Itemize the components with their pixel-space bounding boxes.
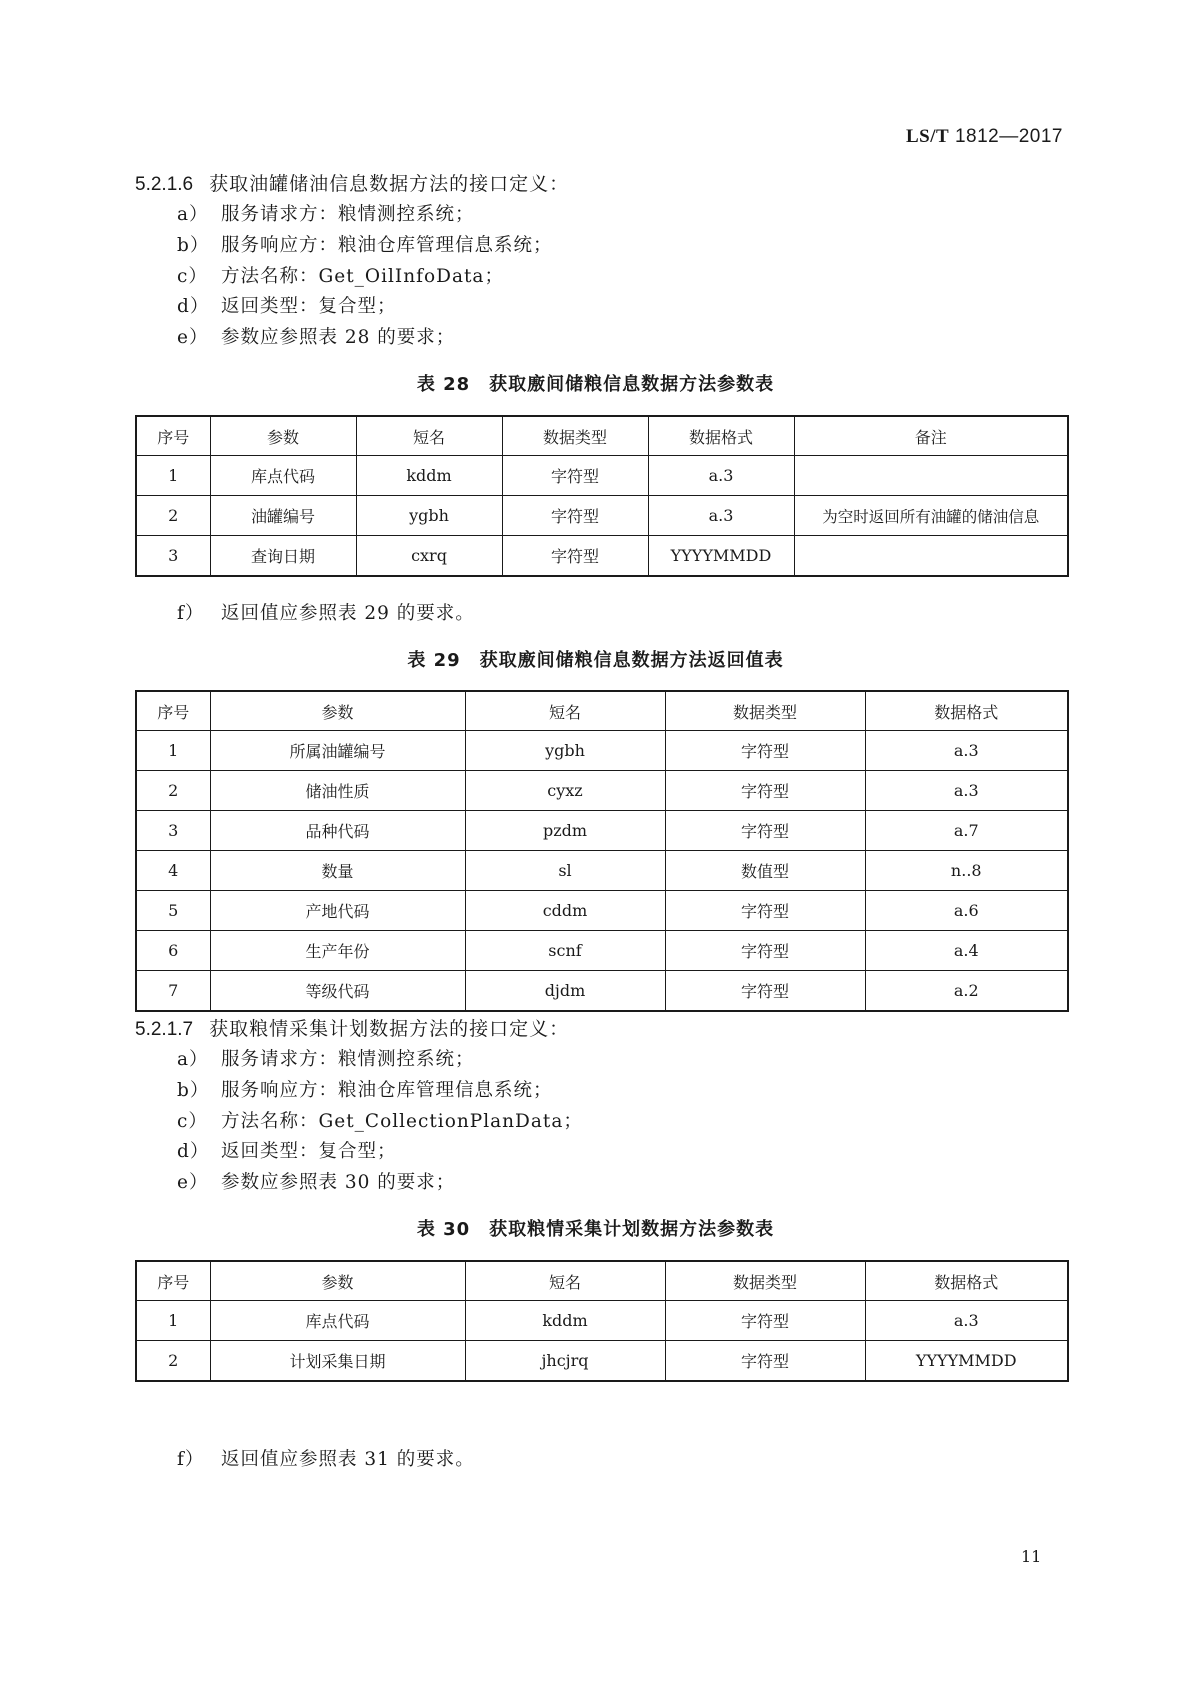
- table-row: [136, 891, 1068, 931]
- column-header: 数据类型: [502, 416, 648, 456]
- table-cell: 3: [136, 811, 210, 851]
- list-text: 服务请求方：粮情测控系统；: [221, 204, 475, 225]
- list-item: [177, 1168, 455, 1194]
- table-cell: a.3: [865, 771, 1068, 811]
- table-row: [136, 771, 1068, 811]
- table-cell: sl: [465, 851, 665, 891]
- table-cell: a.7: [865, 811, 1068, 851]
- table-cell: cxrq: [356, 536, 502, 577]
- table-cell: 查询日期: [210, 536, 356, 577]
- table-cell: djdm: [465, 971, 665, 1012]
- list-item: [177, 1045, 475, 1071]
- list-item: [177, 1107, 583, 1133]
- list-text: 返回值应参照表 29 的要求。: [221, 603, 475, 624]
- list-text: 服务响应方：粮油仓库管理信息系统；: [221, 1080, 553, 1101]
- table-cell: 数值型: [665, 851, 865, 891]
- table-cell: 1: [136, 456, 210, 496]
- table-cell: 等级代码: [210, 971, 465, 1012]
- table-cell: 储油性质: [210, 771, 465, 811]
- table-header-row: [136, 1261, 1068, 1301]
- list-text: 参数应参照表 28 的要求；: [221, 327, 456, 348]
- column-header: 数据格式: [648, 416, 794, 456]
- table-cell: kddm: [356, 456, 502, 496]
- table-cell: 7: [136, 971, 210, 1012]
- table-28: [135, 415, 1069, 577]
- table-cell: scnf: [465, 931, 665, 971]
- clause-heading: [135, 169, 569, 196]
- table-cell: [794, 536, 1068, 577]
- table-cell: [794, 456, 1068, 496]
- table-row: [136, 456, 1068, 496]
- table-cell: 库点代码: [210, 456, 356, 496]
- table-30: [135, 1260, 1069, 1382]
- table-cell: a.2: [865, 971, 1068, 1012]
- table-cell: 1: [136, 1301, 210, 1341]
- list-text: 方法名称：Get_CollectionPlanData；: [221, 1111, 583, 1132]
- column-header: 序号: [136, 691, 210, 731]
- table-cell: jhcjrq: [465, 1341, 665, 1382]
- standard-number: 1812—2017: [954, 126, 1063, 147]
- table-cell: ygbh: [356, 496, 502, 536]
- table-cell: 库点代码: [210, 1301, 465, 1341]
- table-cell: 字符型: [665, 771, 865, 811]
- table-cell: a.6: [865, 891, 1068, 931]
- page-number: 11: [1021, 1547, 1042, 1566]
- table-cell: a.3: [865, 1301, 1068, 1341]
- table-cell: YYYYMMDD: [648, 536, 794, 577]
- clause-title: 获取粮情采集计划数据方法的接口定义：: [209, 1018, 570, 1040]
- table-cell: YYYYMMDD: [865, 1341, 1068, 1382]
- list-marker: f）: [177, 1449, 205, 1470]
- table-cell: a.3: [648, 496, 794, 536]
- list-marker: e）: [177, 1172, 209, 1193]
- list-item: [177, 1445, 475, 1471]
- table-cell: pzdm: [465, 811, 665, 851]
- table-caption: 表 29 获取廒间储粮信息数据方法返回值表: [407, 650, 784, 671]
- list-marker: a）: [177, 1049, 209, 1070]
- table-cell: 字符型: [665, 1341, 865, 1382]
- table-cell: cyxz: [465, 771, 665, 811]
- list-item: [177, 262, 504, 288]
- table-cell: a.4: [865, 931, 1068, 971]
- column-header: 数据类型: [665, 691, 865, 731]
- table-row: [136, 971, 1068, 1012]
- table-header-row: [136, 416, 1068, 456]
- list-item: [177, 599, 475, 625]
- table-cell: 油罐编号: [210, 496, 356, 536]
- list-item: [177, 200, 475, 226]
- list-marker: d）: [177, 296, 210, 317]
- list-text: 返回类型：复合型；: [221, 296, 397, 317]
- list-item: [177, 231, 553, 257]
- table-cell: n..8: [865, 851, 1068, 891]
- table-cell: 6: [136, 931, 210, 971]
- column-header: 参数: [210, 691, 465, 731]
- column-header: 参数: [210, 416, 356, 456]
- list-text: 方法名称：Get_OilInfoData；: [221, 266, 504, 287]
- table-cell: 字符型: [665, 731, 865, 771]
- list-item: [177, 323, 455, 349]
- table-cell: ygbh: [465, 731, 665, 771]
- column-header: 短名: [465, 691, 665, 731]
- list-text: 返回值应参照表 31 的要求。: [221, 1449, 475, 1470]
- column-header: 参数: [210, 1261, 465, 1301]
- table-cell: 1: [136, 731, 210, 771]
- table-row: [136, 851, 1068, 891]
- table-29: [135, 690, 1069, 1012]
- table-cell: 字符型: [665, 931, 865, 971]
- table-cell: 字符型: [502, 536, 648, 577]
- table-cell: 字符型: [665, 971, 865, 1012]
- table-row: [136, 1341, 1068, 1382]
- table-cell: 3: [136, 536, 210, 577]
- table-row: [136, 496, 1068, 536]
- column-header: 数据格式: [865, 1261, 1068, 1301]
- list-marker: f）: [177, 603, 205, 624]
- list-marker: d）: [177, 1141, 210, 1162]
- standard-prefix: LS/T: [905, 126, 950, 147]
- table-cell: 字符型: [502, 456, 648, 496]
- table-caption: 表 30 获取粮情采集计划数据方法参数表: [416, 1219, 775, 1240]
- table-cell: cddm: [465, 891, 665, 931]
- table-cell: 产地代码: [210, 891, 465, 931]
- column-header: 序号: [136, 416, 210, 456]
- table-cell: kddm: [465, 1301, 665, 1341]
- column-header: 数据格式: [865, 691, 1068, 731]
- list-marker: a）: [177, 204, 209, 225]
- clause-title: 获取油罐储油信息数据方法的接口定义：: [209, 173, 570, 195]
- table-cell: 品种代码: [210, 811, 465, 851]
- table-row: [136, 1301, 1068, 1341]
- clause-number: 5.2.1.7: [135, 1019, 194, 1040]
- table-cell: 数量: [210, 851, 465, 891]
- table-cell: 字符型: [665, 811, 865, 851]
- table-cell: 2: [136, 771, 210, 811]
- list-text: 服务响应方：粮油仓库管理信息系统；: [221, 235, 553, 256]
- table-cell: 字符型: [502, 496, 648, 536]
- table-cell: 4: [136, 851, 210, 891]
- table-cell: 5: [136, 891, 210, 931]
- table-cell: 字符型: [665, 1301, 865, 1341]
- table-header-row: [136, 691, 1068, 731]
- column-header: 序号: [136, 1261, 210, 1301]
- table-cell: a.3: [865, 731, 1068, 771]
- list-text: 服务请求方：粮情测控系统；: [221, 1049, 475, 1070]
- table-caption: 表 28 获取廒间储粮信息数据方法参数表: [416, 374, 775, 395]
- list-marker: c）: [177, 1111, 208, 1132]
- table-row: [136, 536, 1068, 577]
- list-text: 返回类型：复合型；: [221, 1141, 397, 1162]
- list-marker: b）: [177, 1080, 210, 1101]
- column-header: 短名: [465, 1261, 665, 1301]
- list-item: [177, 1137, 397, 1163]
- table-cell: 2: [136, 496, 210, 536]
- standard-code: [906, 126, 1063, 148]
- column-header: 备注: [794, 416, 1068, 456]
- table-cell: 所属油罐编号: [210, 731, 465, 771]
- table-cell: 计划采集日期: [210, 1341, 465, 1382]
- list-item: [177, 1076, 553, 1102]
- clause-number: 5.2.1.6: [135, 174, 194, 195]
- list-item: [177, 292, 397, 318]
- column-header: 数据类型: [665, 1261, 865, 1301]
- table-cell: 2: [136, 1341, 210, 1382]
- column-header: 短名: [356, 416, 502, 456]
- table-row: [136, 731, 1068, 771]
- list-marker: e）: [177, 327, 209, 348]
- table-cell: a.3: [648, 456, 794, 496]
- table-cell: 生产年份: [210, 931, 465, 971]
- table-row: [136, 931, 1068, 971]
- list-text: 参数应参照表 30 的要求；: [221, 1172, 456, 1193]
- table-cell: 字符型: [665, 891, 865, 931]
- table-cell: 为空时返回所有油罐的储油信息: [794, 496, 1068, 536]
- list-marker: b）: [177, 235, 210, 256]
- table-row: [136, 811, 1068, 851]
- list-marker: c）: [177, 266, 208, 287]
- clause-heading: [135, 1014, 569, 1041]
